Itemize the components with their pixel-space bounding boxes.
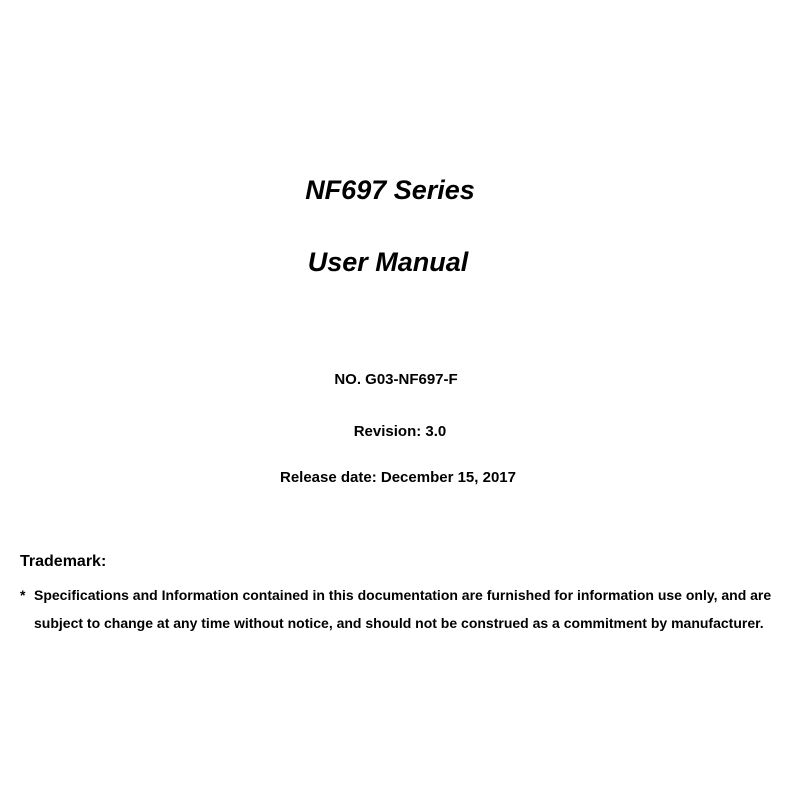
revision-label: Revision: 3.0 [353, 423, 447, 440]
release-date: Release date: December 15, 2017 [280, 469, 516, 486]
trademark-notice [20, 581, 800, 637]
document-title: NF697 Series [305, 175, 475, 205]
document-subtitle: User Manual [307, 247, 469, 277]
trademark-text-line2: subject to change at any time without notice, and should not be construed as a commitment by manufacturer. [34, 615, 764, 631]
bullet-marker: * [20, 587, 26, 603]
trademark-heading: Trademark: [20, 553, 107, 570]
document-number: NO. G03-NF697-F [334, 371, 458, 388]
trademark-text-line1: Specifications and Information contained in this documentation are furnished for information use only, and are [34, 587, 772, 603]
